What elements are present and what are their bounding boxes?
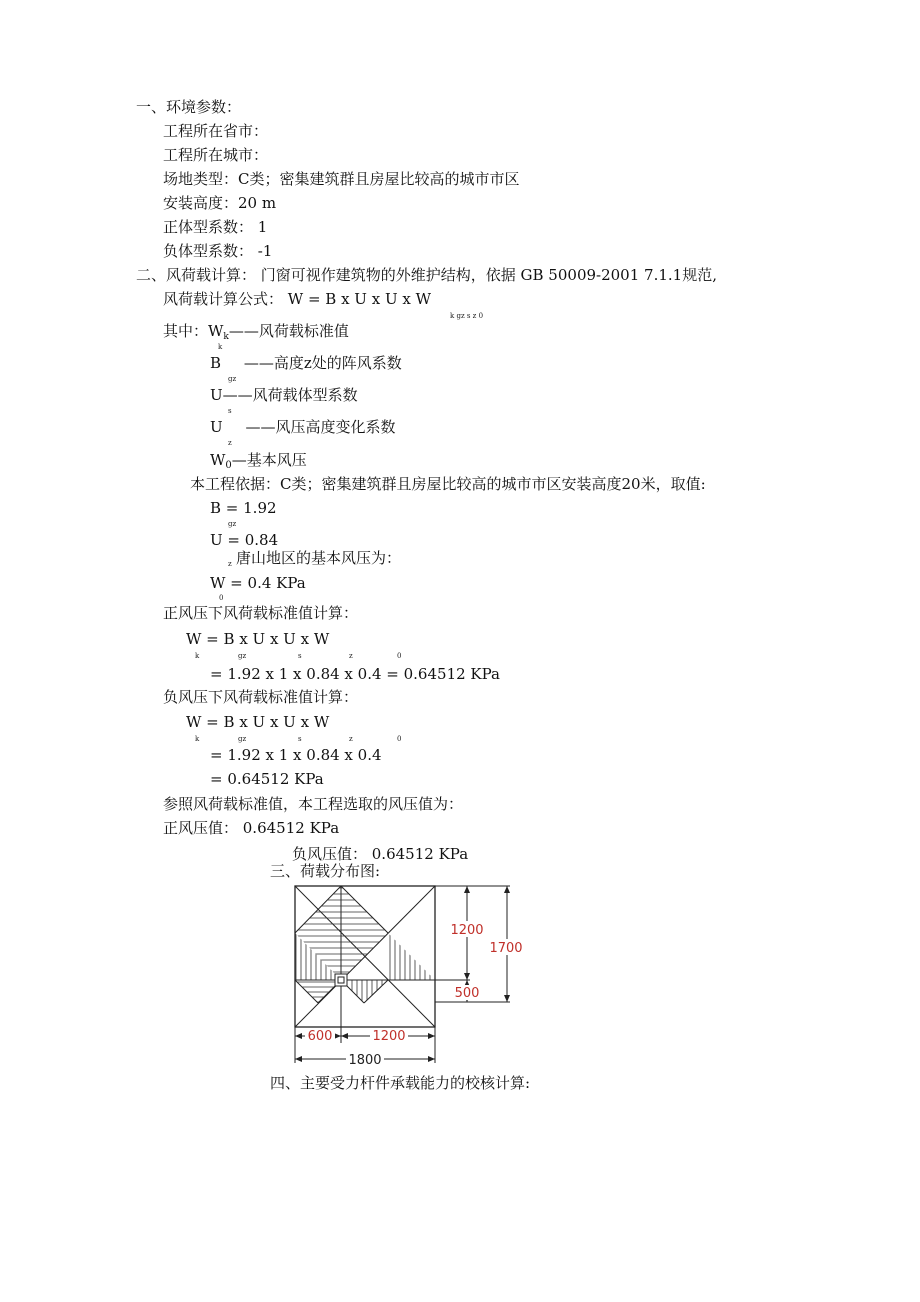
basic-pressure-subscript: 0 — [219, 594, 224, 602]
def-shape-symbol: U — [210, 386, 223, 404]
def-shape-text: ——风荷载体型系数 — [222, 386, 358, 404]
project-city: 工程所在城市： — [163, 146, 269, 164]
negative-calc-heading: 负风压下风荷载标准值计算： — [163, 688, 359, 706]
arrow-right-outer — [428, 1056, 435, 1062]
arrow-left — [295, 1033, 302, 1039]
positive-sub-k: k — [195, 652, 200, 660]
install-height: 安装高度：20 m — [163, 194, 277, 212]
def-shape-subscript: s — [228, 407, 232, 415]
basic-wind-text: 唐山地区的基本风压为： — [236, 549, 402, 567]
positive-pressure-value: 正风压值： 0.64512 KPa — [163, 819, 340, 837]
def-basic-pressure — [210, 451, 307, 475]
def-shape-coefficient — [210, 386, 358, 404]
def-gust-coefficient — [210, 354, 402, 372]
section-3-heading: 三、荷载分布图: — [270, 862, 381, 880]
dim-label-1200-vertical: 1200 — [450, 923, 484, 938]
def-gust-text: ——高度z处的阵风系数 — [243, 354, 402, 372]
dim-label-1700: 1700 — [489, 941, 523, 956]
positive-result: = 1.92 x 1 x 0.84 x 0.4 = 0.64512 KPa — [210, 665, 500, 683]
dim-label-1800: 1800 — [348, 1053, 382, 1068]
negative-sub-0: 0 — [397, 735, 402, 743]
positive-shape-coefficient: 正体型系数： 1 — [163, 218, 268, 236]
site-type: 场地类型：C类；密集建筑群且房屋比较高的城市市区 — [163, 170, 520, 188]
positive-sub-s: s — [298, 652, 302, 660]
arrow-down — [464, 973, 470, 980]
wind-formula-subscripts: k gz s z 0 — [450, 312, 484, 320]
arrow-center-r — [341, 1033, 348, 1039]
negative-sub-s: s — [298, 735, 302, 743]
def-gust-symbol: B — [210, 354, 222, 372]
gust-value-subscript: gz — [228, 520, 237, 528]
arrow-down-outer — [504, 995, 510, 1002]
arrow-left-outer — [295, 1056, 302, 1062]
positive-sub-0: 0 — [397, 652, 402, 660]
height-coef-subscript: z — [228, 560, 232, 568]
def-basic-text: —基本风压 — [231, 451, 307, 469]
positive-calc-heading: 正风压下风荷载标准值计算： — [163, 604, 359, 622]
bottom-diamond-edge-4 — [364, 980, 388, 1003]
def-basic-symbol: W — [210, 451, 226, 469]
where-symbol: 其中：W — [163, 322, 224, 340]
positive-formula: W = B x U x U x W — [186, 630, 330, 648]
arrow-center-l — [334, 1033, 341, 1039]
gust-value: B = 1.92 — [210, 499, 277, 517]
def-height-subscript: z — [228, 439, 232, 447]
negative-sub-gz: gz — [238, 735, 247, 743]
wind-formula: 风荷载计算公式： W = B x U x U x W — [163, 290, 432, 308]
section-1-heading: 一、环境参数： — [136, 98, 242, 116]
def-gust-subscript: gz — [228, 375, 237, 383]
negative-formula: W = B x U x U x W — [186, 713, 330, 731]
top-diamond-edge-2 — [341, 886, 388, 933]
bottom-diamond-edge-1 — [295, 980, 318, 1003]
positive-sub-z: z — [349, 652, 353, 660]
negative-sub-k: k — [195, 735, 200, 743]
dim-label-1200-horizontal: 1200 — [372, 1029, 406, 1044]
section-4-heading: 四、主要受力杆件承载能力的校核计算: — [270, 1074, 531, 1092]
def-height-symbol: U — [210, 418, 223, 436]
negative-result: = 0.64512 KPa — [210, 770, 324, 788]
center-node-outer — [335, 974, 347, 986]
negative-sub-z: z — [349, 735, 353, 743]
negative-pressure-value: 负风压值： 0.64512 KPa — [292, 845, 469, 863]
where-definition: ——风荷载标准值 — [228, 322, 349, 340]
load-distribution-diagram — [280, 878, 540, 1068]
section-2-heading: 二、风荷载计算： 门窗可视作建筑物的外维护结构，依据 GB 50009-2001 7.1.1规范, — [136, 266, 717, 284]
hatch-right-region — [390, 928, 435, 982]
height-coef-value: U = 0.84 — [210, 531, 279, 549]
negative-calc: = 1.92 x 1 x 0.84 x 0.4 — [210, 746, 382, 764]
dim-label-600: 600 — [307, 1029, 333, 1044]
where-label — [163, 322, 349, 346]
negative-shape-coefficient: 负体型系数： -1 — [163, 242, 273, 260]
arrow-right — [428, 1033, 435, 1039]
dim-label-500: 500 — [454, 986, 480, 1001]
project-province: 工程所在省市： — [163, 122, 269, 140]
reference-text: 参照风荷载标准值，本工程选取的风压值为： — [163, 795, 464, 813]
project-basis: 本工程依据：C类；密集建筑群且房屋比较高的城市市区安装高度20米，取值: — [190, 475, 706, 493]
arrow-up — [464, 886, 470, 893]
def-basic-subscript: 0 — [225, 460, 232, 471]
basic-pressure-value: W = 0.4 KPa — [210, 574, 306, 592]
arrow-up-outer — [504, 886, 510, 893]
def-height-text: ——风压高度变化系数 — [245, 418, 396, 436]
def-height-coefficient — [210, 418, 395, 436]
hatch-mid-region — [342, 978, 387, 1006]
where-subscript: k — [223, 332, 229, 342]
wk-subscript: k — [218, 343, 223, 351]
positive-sub-gz: gz — [238, 652, 247, 660]
